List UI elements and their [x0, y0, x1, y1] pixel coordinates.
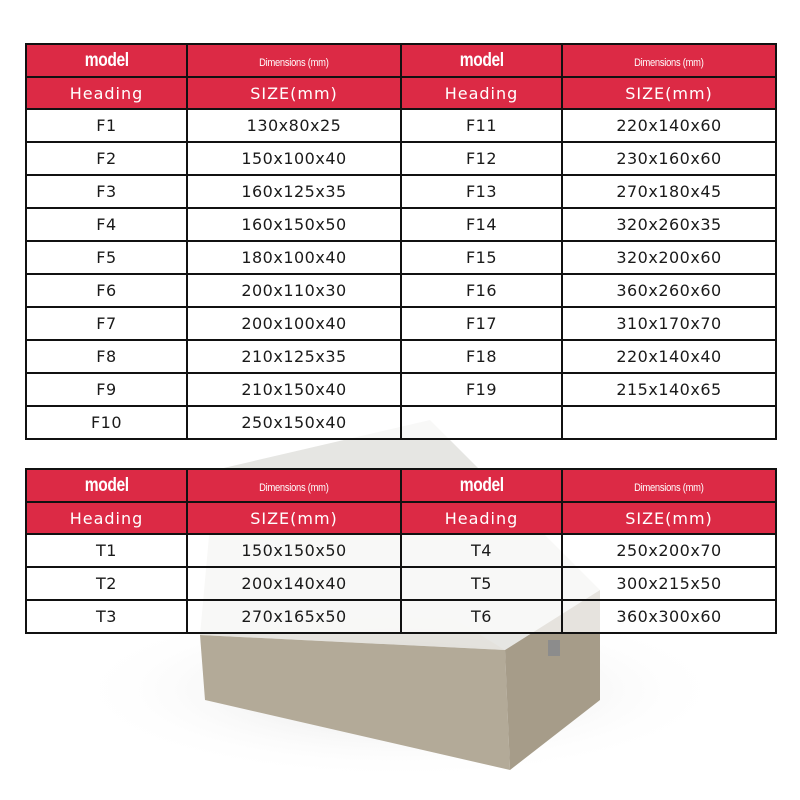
size-cell: 150x100x40	[187, 142, 401, 175]
model-cell: F15	[401, 241, 562, 274]
t-series-size-table	[25, 468, 777, 634]
model-cell: T4	[401, 534, 562, 567]
model-cell: F11	[401, 109, 562, 142]
model-cell: T3	[26, 600, 187, 633]
size-cell: 160x125x35	[187, 175, 401, 208]
table-row	[26, 406, 776, 439]
model-cell: F16	[401, 274, 562, 307]
size-cell: 230x160x60	[562, 142, 776, 175]
size-cell: 180x100x40	[187, 241, 401, 274]
table-row	[26, 109, 776, 142]
table-row	[26, 567, 776, 600]
model-header-label: model	[84, 474, 129, 496]
model-cell: F12	[401, 142, 562, 175]
model-cell: F4	[26, 208, 187, 241]
size-cell: 220x140x40	[562, 340, 776, 373]
f-series-size-table	[25, 43, 777, 440]
size-cell: 130x80x25	[187, 109, 401, 142]
model-cell: F18	[401, 340, 562, 373]
table-row	[26, 208, 776, 241]
dimensions-header-label: Dimensions (mm)	[259, 482, 329, 494]
model-cell: T2	[26, 567, 187, 600]
table-row	[26, 274, 776, 307]
model-cell: T5	[401, 567, 562, 600]
size-cell: 270x165x50	[187, 600, 401, 633]
dimensions-header	[187, 44, 401, 77]
model-header	[401, 44, 562, 77]
size-cell: 150x150x50	[187, 534, 401, 567]
table-row	[26, 175, 776, 208]
heading-subheader: Heading	[401, 77, 562, 109]
size-cell: 360x260x60	[562, 274, 776, 307]
model-cell: T1	[26, 534, 187, 567]
size-cell: 210x150x40	[187, 373, 401, 406]
size-cell: 220x140x60	[562, 109, 776, 142]
size-cell: 210x125x35	[187, 340, 401, 373]
model-cell: F2	[26, 142, 187, 175]
table-row	[26, 534, 776, 567]
size-cell: 215x140x65	[562, 373, 776, 406]
table-row	[26, 373, 776, 406]
size-subheader: SIZE(mm)	[562, 502, 776, 534]
heading-subheader: Heading	[26, 502, 187, 534]
size-cell: 360x300x60	[562, 600, 776, 633]
table-row	[26, 340, 776, 373]
size-subheader: SIZE(mm)	[562, 77, 776, 109]
model-cell: T6	[401, 600, 562, 633]
size-cell: 200x110x30	[187, 274, 401, 307]
table-row	[26, 142, 776, 175]
dimensions-header	[562, 44, 776, 77]
model-header-label: model	[459, 49, 504, 71]
size-cell: 300x215x50	[562, 567, 776, 600]
size-cell: 160x150x50	[187, 208, 401, 241]
model-header-label: model	[84, 49, 129, 71]
table-subheader-row	[26, 502, 776, 534]
model-cell: F10	[26, 406, 187, 439]
dimensions-header-label: Dimensions (mm)	[634, 482, 704, 494]
size-cell: 320x200x60	[562, 241, 776, 274]
model-cell: F7	[26, 307, 187, 340]
dimensions-header-label: Dimensions (mm)	[259, 57, 329, 69]
model-cell: F3	[26, 175, 187, 208]
size-cell: 200x140x40	[187, 567, 401, 600]
model-header-label: model	[459, 474, 504, 496]
table-row	[26, 241, 776, 274]
size-subheader: SIZE(mm)	[187, 77, 401, 109]
model-cell: F14	[401, 208, 562, 241]
table-header-row	[26, 469, 776, 502]
table-subheader-row	[26, 77, 776, 109]
model-header	[26, 44, 187, 77]
model-cell: F5	[26, 241, 187, 274]
size-cell: 250x150x40	[187, 406, 401, 439]
size-subheader: SIZE(mm)	[187, 502, 401, 534]
dimensions-header-label: Dimensions (mm)	[634, 57, 704, 69]
model-header	[26, 469, 187, 502]
model-cell: F1	[26, 109, 187, 142]
size-cell: 250x200x70	[562, 534, 776, 567]
model-cell: F8	[26, 340, 187, 373]
size-cell: 320x260x35	[562, 208, 776, 241]
dimensions-header	[187, 469, 401, 502]
model-cell: F6	[26, 274, 187, 307]
size-cell	[562, 406, 776, 439]
size-cell: 200x100x40	[187, 307, 401, 340]
heading-subheader: Heading	[26, 77, 187, 109]
model-cell: F9	[26, 373, 187, 406]
table-row	[26, 307, 776, 340]
table-row	[26, 600, 776, 633]
size-cell: 270x180x45	[562, 175, 776, 208]
size-cell: 310x170x70	[562, 307, 776, 340]
table-header-row	[26, 44, 776, 77]
model-cell: F17	[401, 307, 562, 340]
heading-subheader: Heading	[401, 502, 562, 534]
model-header	[401, 469, 562, 502]
dimensions-header	[562, 469, 776, 502]
model-cell	[401, 406, 562, 439]
model-cell: F13	[401, 175, 562, 208]
model-cell: F19	[401, 373, 562, 406]
